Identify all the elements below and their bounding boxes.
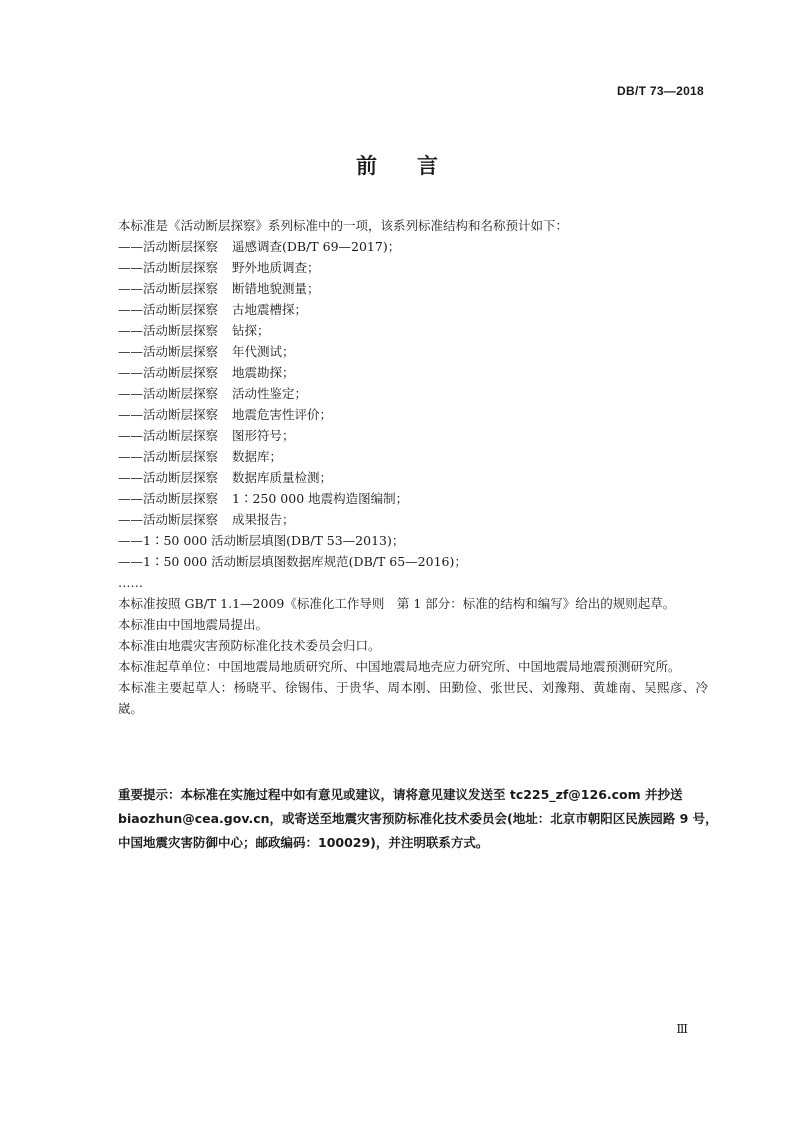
committee-paragraph: 本标准由地震灾害预防标准化技术委员会归口。 bbox=[118, 638, 381, 653]
list-item: ——1∶50 000 活动断层填图(DB/T 53—2013)； bbox=[118, 533, 405, 548]
series-prefix: ——活动断层探察 bbox=[118, 428, 219, 443]
series-prefix: ——活动断层探察 bbox=[118, 470, 219, 485]
series-prefix: ——活动断层探察 bbox=[118, 323, 219, 338]
drafting-rules-paragraph: 本标准按照 GB/T 1.1—2009《标准化工作导则 第 1 部分：标准的结构和编写》给出的规则起草。 bbox=[118, 596, 676, 611]
notice-line: 重要提示：本标准在实施过程中如有意见或建议，请将意见建议发送至 tc225_zf@126.com 并抄送 bbox=[118, 787, 683, 802]
list-item: ——活动断层探察 活动性鉴定； bbox=[118, 386, 308, 401]
document-code: DB/T 73—2018 bbox=[617, 84, 704, 98]
page-title: 前言 bbox=[356, 154, 478, 178]
list-item: ——活动断层探察 成果报告； bbox=[118, 512, 295, 527]
list-item: ——活动断层探察 野外地质调查； bbox=[118, 260, 320, 275]
list-item: ——活动断层探察 遥感调查(DB/T 69—2017)； bbox=[118, 239, 401, 254]
list-item: ——1∶50 000 活动断层填图数据库规范(DB/T 65—2016)； bbox=[118, 554, 467, 569]
series-prefix: ——活动断层探察 bbox=[118, 344, 219, 359]
important-notice bbox=[118, 783, 718, 855]
series-prefix: ——活动断层探察 bbox=[118, 407, 219, 422]
series-prefix: ——活动断层探察 bbox=[118, 260, 219, 275]
proposer-paragraph: 本标准由中国地震局提出。 bbox=[118, 617, 269, 632]
notice-line: 中国地震灾害防御中心；邮政编码：100029)，并注明联系方式。 bbox=[118, 835, 489, 850]
list-item: ——活动断层探察 地震危害性评价； bbox=[118, 407, 333, 422]
series-prefix: ——活动断层探察 bbox=[118, 386, 219, 401]
list-item: …… bbox=[118, 575, 143, 590]
list-item: ——活动断层探察 年代测试； bbox=[118, 344, 295, 359]
series-prefix: ——活动断层探察 bbox=[118, 281, 219, 296]
page-number: Ⅲ bbox=[676, 1022, 688, 1036]
intro-paragraph: 本标准是《活动断层探察》系列标准中的一项，该系列标准结构和名称预计如下： bbox=[118, 218, 569, 233]
series-prefix: ——活动断层探察 bbox=[118, 239, 219, 254]
drafters-paragraph: 本标准主要起草人：杨晓平、徐锡伟、于贵华、周本刚、田勤俭、张世民、刘豫翔、黄雄南、吴熙彦、冷崴。 bbox=[118, 680, 708, 716]
list-item: ——活动断层探察 数据库质量检测； bbox=[118, 470, 333, 485]
list-item: ——活动断层探察 1∶250 000 地震构造图编制； bbox=[118, 491, 409, 506]
list-item: ——活动断层探察 数据库； bbox=[118, 449, 283, 464]
series-prefix: ——活动断层探察 bbox=[118, 365, 219, 380]
list-item: ——活动断层探察 古地震槽探； bbox=[118, 302, 308, 317]
list-item: ——活动断层探察 地震勘探； bbox=[118, 365, 295, 380]
foreword-body bbox=[118, 215, 708, 719]
list-item: ——活动断层探察 图形符号； bbox=[118, 428, 295, 443]
series-prefix: ——活动断层探察 bbox=[118, 491, 219, 506]
notice-line: biaozhun@cea.gov.cn，或寄送至地震灾害预防标准化技术委员会(地址：北京市朝阳区民族园路 9 号， bbox=[118, 811, 718, 826]
list-item: ——活动断层探察 钻探； bbox=[118, 323, 270, 338]
series-list bbox=[118, 236, 708, 593]
list-item: ——活动断层探察 断错地貌测量； bbox=[118, 281, 320, 296]
drafting-units-paragraph: 本标准起草单位：中国地震局地质研究所、中国地震局地壳应力研究所、中国地震局地震预测研究所。 bbox=[118, 659, 681, 674]
series-prefix: ——活动断层探察 bbox=[118, 302, 219, 317]
series-prefix: ——活动断层探察 bbox=[118, 449, 219, 464]
series-prefix: ——活动断层探察 bbox=[118, 512, 219, 527]
